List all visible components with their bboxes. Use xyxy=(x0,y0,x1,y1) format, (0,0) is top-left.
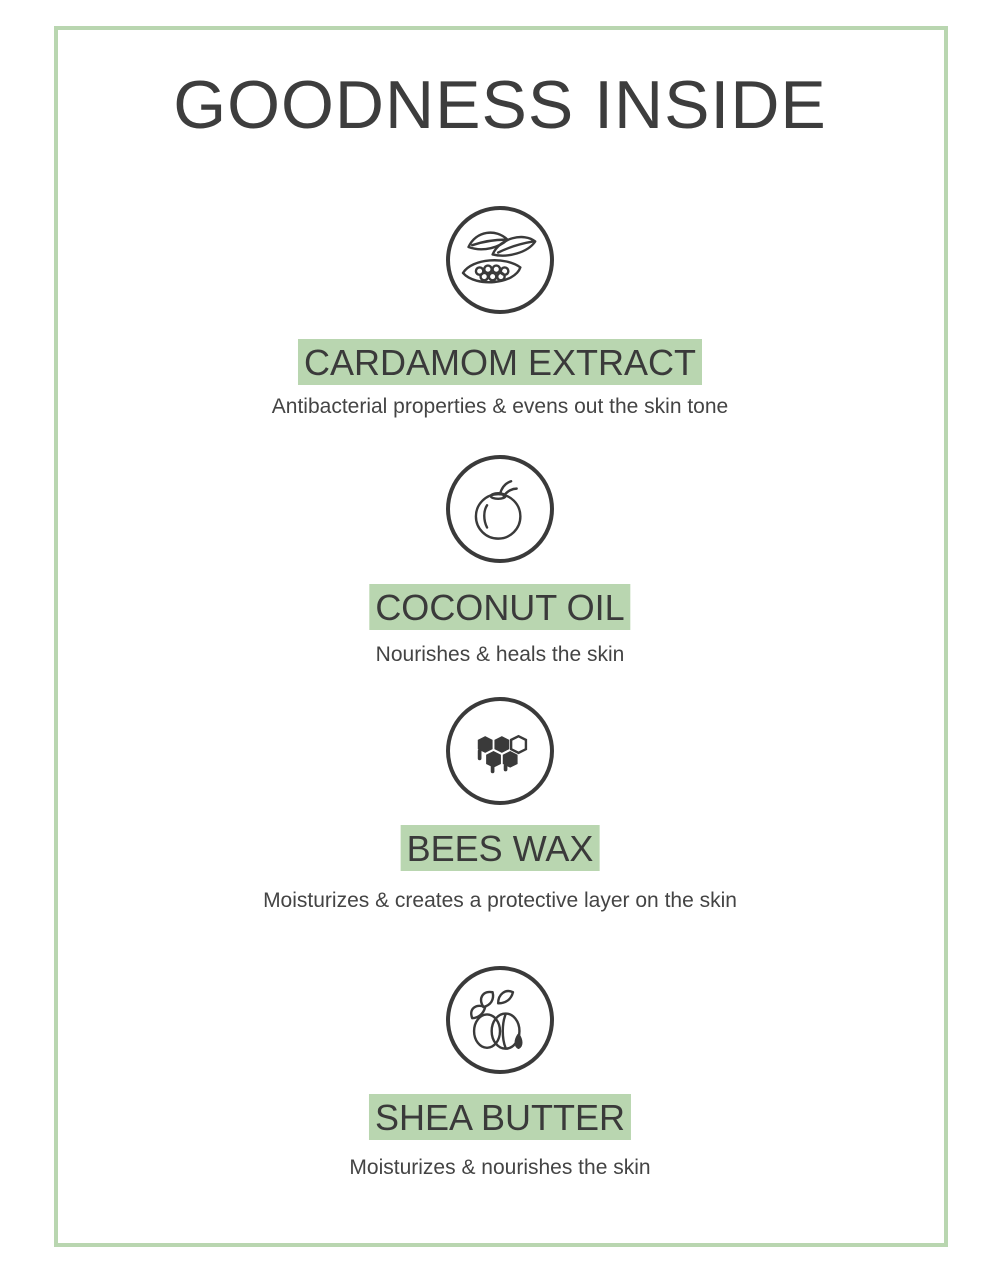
cardamom-icon xyxy=(446,206,554,314)
ingredient-name-coconut: COCONUT OIL xyxy=(369,584,630,630)
ingredient-description-bees-wax: Moisturizes & creates a protective layer on the skin xyxy=(263,889,737,912)
ingredient-description-shea-butter: Moisturizes & nourishes the skin xyxy=(349,1156,651,1179)
shea-nut-icon xyxy=(446,966,554,1074)
coconut-icon xyxy=(446,455,554,563)
ingredient-description-coconut: Nourishes & heals the skin xyxy=(375,643,625,666)
page-title: GOODNESS INSIDE xyxy=(173,67,827,143)
ingredient-name-shea-butter: SHEA BUTTER xyxy=(369,1094,631,1140)
honeycomb-icon xyxy=(446,697,554,805)
ingredient-name-cardamom: CARDAMOM EXTRACT xyxy=(298,339,702,385)
ingredient-description-cardamom: Antibacterial properties & evens out the skin tone xyxy=(271,395,729,418)
ingredient-name-bees-wax: BEES WAX xyxy=(401,825,600,871)
